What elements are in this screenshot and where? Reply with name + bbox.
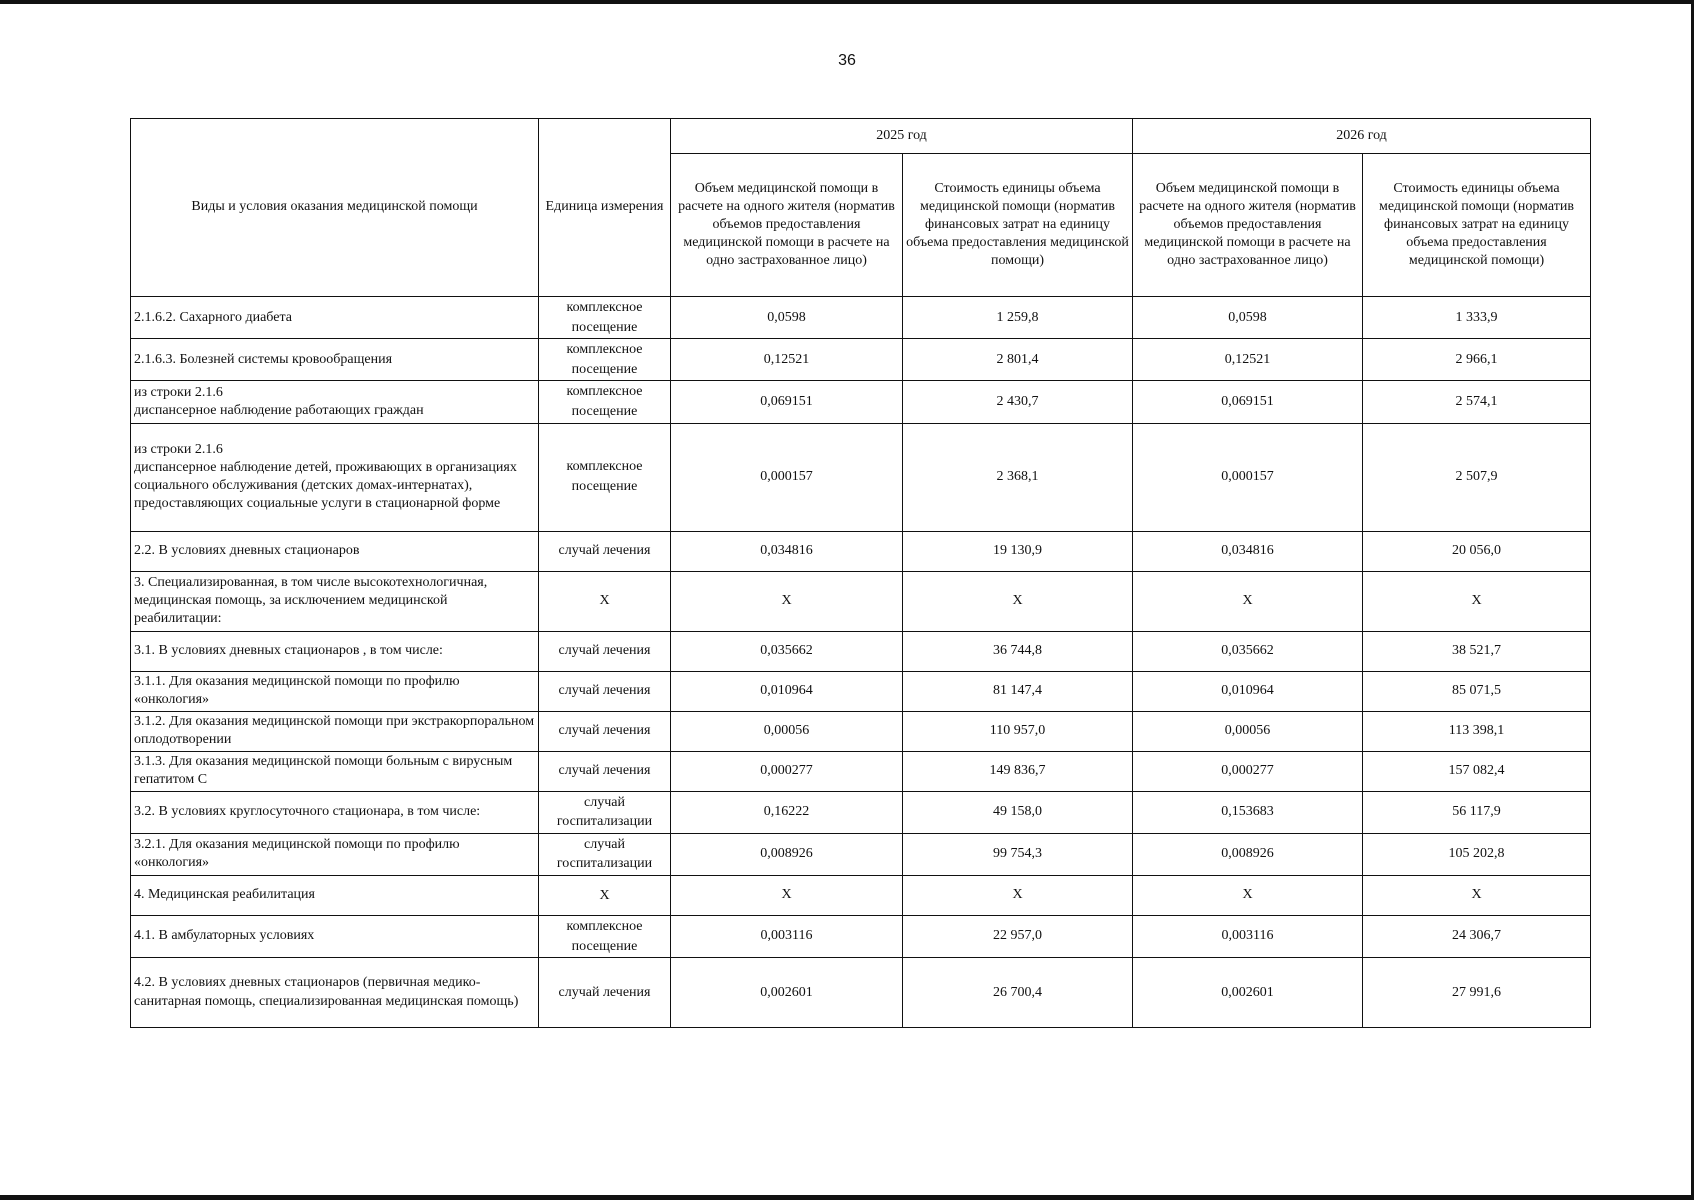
header-row-years bbox=[131, 119, 1591, 154]
volume-2026: 0,010964 bbox=[1133, 671, 1363, 711]
row-name: 3.2.1. Для оказания медицинской помощи по профилю «онкология» bbox=[131, 833, 539, 875]
volume-2025: Х bbox=[671, 875, 903, 915]
cost-2025: 2 430,7 bbox=[903, 381, 1133, 423]
table-row bbox=[131, 297, 1591, 339]
medical-care-norms-table bbox=[130, 118, 1591, 1028]
cost-2025: Х bbox=[903, 571, 1133, 631]
cost-2025: 22 957,0 bbox=[903, 915, 1133, 957]
cost-2026: 20 056,0 bbox=[1363, 531, 1591, 571]
row-unit: комплексное посещение bbox=[539, 915, 671, 957]
cost-2026: 24 306,7 bbox=[1363, 915, 1591, 957]
volume-2025: 0,000277 bbox=[671, 751, 903, 791]
table-row bbox=[131, 915, 1591, 957]
table-row bbox=[131, 833, 1591, 875]
volume-2026: 0,035662 bbox=[1133, 631, 1363, 671]
table-row bbox=[131, 711, 1591, 751]
cost-2025: 149 836,7 bbox=[903, 751, 1133, 791]
page-number: 36 bbox=[838, 52, 856, 69]
table-row bbox=[131, 531, 1591, 571]
volume-2025: 0,069151 bbox=[671, 381, 903, 423]
volume-2025: 0,003116 bbox=[671, 915, 903, 957]
cost-2026: 27 991,6 bbox=[1363, 958, 1591, 1028]
volume-2025: 0,000157 bbox=[671, 423, 903, 531]
cost-2026: 105 202,8 bbox=[1363, 833, 1591, 875]
row-unit: случай лечения bbox=[539, 751, 671, 791]
volume-2025: 0,0598 bbox=[671, 297, 903, 339]
cost-2025: 2 801,4 bbox=[903, 339, 1133, 381]
cost-2025: 81 147,4 bbox=[903, 671, 1133, 711]
cost-2026: Х bbox=[1363, 571, 1591, 631]
table-row bbox=[131, 751, 1591, 791]
volume-2025: 0,008926 bbox=[671, 833, 903, 875]
header-year-2026: 2026 год bbox=[1133, 119, 1591, 154]
volume-2026: 0,069151 bbox=[1133, 381, 1363, 423]
volume-2026: Х bbox=[1133, 571, 1363, 631]
cost-2026: 38 521,7 bbox=[1363, 631, 1591, 671]
cost-2025: 2 368,1 bbox=[903, 423, 1133, 531]
volume-2025: 0,035662 bbox=[671, 631, 903, 671]
volume-2025: 0,010964 bbox=[671, 671, 903, 711]
row-unit: случай лечения bbox=[539, 671, 671, 711]
table-row bbox=[131, 381, 1591, 423]
cost-2026: 56 117,9 bbox=[1363, 791, 1591, 833]
header-care-type: Виды и условия оказания медицинской помощи bbox=[131, 119, 539, 297]
row-unit: случай лечения bbox=[539, 958, 671, 1028]
volume-2025: 0,034816 bbox=[671, 531, 903, 571]
row-unit: комплексное посещение bbox=[539, 381, 671, 423]
volume-2026: 0,034816 bbox=[1133, 531, 1363, 571]
cost-2025: 1 259,8 bbox=[903, 297, 1133, 339]
row-unit: случай лечения bbox=[539, 711, 671, 751]
row-name: 4.2. В условиях дневных стационаров (первичная медико-санитарная помощь, специализированная медицинская помощь) bbox=[131, 958, 539, 1028]
volume-2025: Х bbox=[671, 571, 903, 631]
header-volume-2026: Объем медицинской помощи в расчете на одного жителя (норматив объемов предоставления медицинской помощи в расчете на одно застрахованное лицо) bbox=[1133, 154, 1363, 297]
volume-2026: 0,003116 bbox=[1133, 915, 1363, 957]
scan-border-bottom bbox=[0, 1195, 1694, 1200]
volume-2026: 0,002601 bbox=[1133, 958, 1363, 1028]
row-name: 3.1.1. Для оказания медицинской помощи по профилю «онкология» bbox=[131, 671, 539, 711]
header-year-2025: 2025 год bbox=[671, 119, 1133, 154]
volume-2026: 0,153683 bbox=[1133, 791, 1363, 833]
row-name: 4. Медицинская реабилитация bbox=[131, 875, 539, 915]
row-unit: комплексное посещение bbox=[539, 297, 671, 339]
table-row bbox=[131, 875, 1591, 915]
cost-2026: 157 082,4 bbox=[1363, 751, 1591, 791]
volume-2025: 0,002601 bbox=[671, 958, 903, 1028]
row-name: из строки 2.1.6 диспансерное наблюдение детей, проживающих в организациях социального обслуживания (детских домах-интернатах), предоставляющих социальные услуги в стационарной форме bbox=[131, 423, 539, 531]
table-row bbox=[131, 791, 1591, 833]
cost-2025: Х bbox=[903, 875, 1133, 915]
row-unit: случай госпитализации bbox=[539, 833, 671, 875]
table-row bbox=[131, 423, 1591, 531]
table-row bbox=[131, 339, 1591, 381]
cost-2026: 2 966,1 bbox=[1363, 339, 1591, 381]
cost-2025: 49 158,0 bbox=[903, 791, 1133, 833]
row-unit: случай лечения bbox=[539, 531, 671, 571]
row-unit: Х bbox=[539, 875, 671, 915]
cost-2025: 26 700,4 bbox=[903, 958, 1133, 1028]
table-row bbox=[131, 671, 1591, 711]
scan-border-top bbox=[0, 0, 1694, 4]
cost-2025: 36 744,8 bbox=[903, 631, 1133, 671]
cost-2026: 113 398,1 bbox=[1363, 711, 1591, 751]
row-unit: комплексное посещение bbox=[539, 339, 671, 381]
volume-2026: 0,000157 bbox=[1133, 423, 1363, 531]
cost-2026: 1 333,9 bbox=[1363, 297, 1591, 339]
header-cost-2026: Стоимость единицы объема медицинской помощи (норматив финансовых затрат на единицу объема предоставления медицинской помощи) bbox=[1363, 154, 1591, 297]
volume-2025: 0,12521 bbox=[671, 339, 903, 381]
volume-2026: 0,000277 bbox=[1133, 751, 1363, 791]
row-name: 3.2. В условиях круглосуточного стационара, в том числе: bbox=[131, 791, 539, 833]
row-name: 2.2. В условиях дневных стационаров bbox=[131, 531, 539, 571]
table-row bbox=[131, 958, 1591, 1028]
cost-2026: Х bbox=[1363, 875, 1591, 915]
volume-2026: 0,12521 bbox=[1133, 339, 1363, 381]
row-unit: комплексное посещение bbox=[539, 423, 671, 531]
header-unit: Единица измерения bbox=[539, 119, 671, 297]
row-unit: случай госпитализации bbox=[539, 791, 671, 833]
header-cost-2025: Стоимость единицы объема медицинской помощи (норматив финансовых затрат на единицу объема предоставления медицинской помощи) bbox=[903, 154, 1133, 297]
volume-2025: 0,16222 bbox=[671, 791, 903, 833]
header-volume-2025: Объем медицинской помощи в расчете на одного жителя (норматив объемов предоставления медицинской помощи в расчете на одно застрахованное лицо) bbox=[671, 154, 903, 297]
volume-2026: 0,008926 bbox=[1133, 833, 1363, 875]
cost-2025: 110 957,0 bbox=[903, 711, 1133, 751]
volume-2026: 0,00056 bbox=[1133, 711, 1363, 751]
row-name: 3.1. В условиях дневных стационаров , в том числе: bbox=[131, 631, 539, 671]
table-row bbox=[131, 631, 1591, 671]
row-unit: Х bbox=[539, 571, 671, 631]
row-name: 2.1.6.3. Болезней системы кровообращения bbox=[131, 339, 539, 381]
table-row bbox=[131, 571, 1591, 631]
cost-2026: 2 507,9 bbox=[1363, 423, 1591, 531]
volume-2026: 0,0598 bbox=[1133, 297, 1363, 339]
row-name: 3. Специализированная, в том числе высокотехнологичная, медицинская помощь, за исключением медицинской реабилитации: bbox=[131, 571, 539, 631]
row-name: 4.1. В амбулаторных условиях bbox=[131, 915, 539, 957]
row-name: 3.1.3. Для оказания медицинской помощи больным с вирусным гепатитом С bbox=[131, 751, 539, 791]
volume-2025: 0,00056 bbox=[671, 711, 903, 751]
cost-2026: 2 574,1 bbox=[1363, 381, 1591, 423]
row-unit: случай лечения bbox=[539, 631, 671, 671]
row-name: из строки 2.1.6 диспансерное наблюдение работающих граждан bbox=[131, 381, 539, 423]
volume-2026: Х bbox=[1133, 875, 1363, 915]
cost-2025: 19 130,9 bbox=[903, 531, 1133, 571]
cost-2026: 85 071,5 bbox=[1363, 671, 1591, 711]
row-name: 2.1.6.2. Сахарного диабета bbox=[131, 297, 539, 339]
row-name: 3.1.2. Для оказания медицинской помощи при экстракорпоральном оплодотворении bbox=[131, 711, 539, 751]
cost-2025: 99 754,3 bbox=[903, 833, 1133, 875]
